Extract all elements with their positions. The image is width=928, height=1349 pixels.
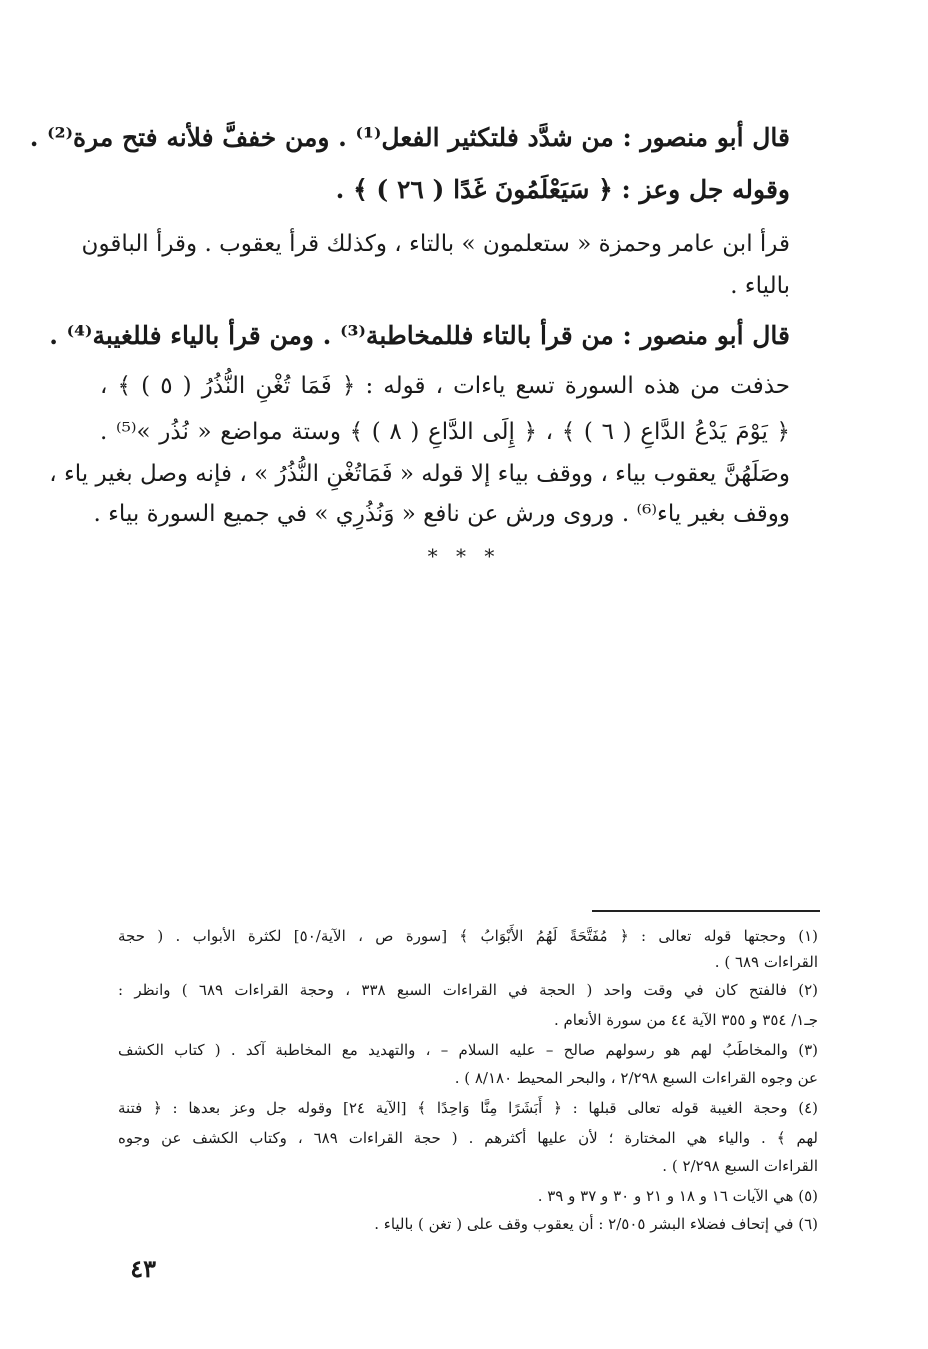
body-line-8: وصَلَهُنَّ يعقوب بياء ، ووقف بياء إلا قوله « فَمَاتُغْنِ النُّذُرُ » ، فإنه وصل بغير ياء ، [49, 461, 790, 487]
body-line-5: قال أبو منصور : من قرأ بالتاء فللمخاطبة⁽³⁾ . ومن قرأ بالياء فللغيبة⁽⁴⁾ . [49, 321, 790, 350]
footnote-line-3: (٢) فالفتح كان في وقت واحد ( الحجة في القراءات السبع ٣٣٨ ، وحجة القراءات ٦٨٩ ) وانظر : [118, 981, 818, 999]
footnote-line-10: (٥) هي الآيات ١٦ و ١٨ و ٢١ و ٣٠ و ٣٧ و ٣٩ . [537, 1187, 818, 1205]
body-line-6: حذفت من هذه السورة تسع ياءات ، قوله : ﴿ فَمَا تُغْنِ النُّذُرُ ( ٥ ) ﴾ ، [100, 373, 790, 399]
footnote-line-4: جـ١/ ٣٥٤ و ٣٥٥ الآية ٤٤ من سورة الأنعام . [553, 1011, 818, 1029]
footnote-line-11: (٦) في إتحاف فضلاء البشر ٢/٥٠٥ : أن يعقوب وقف على ( تغن ) بالياء . [374, 1215, 818, 1233]
body-line-3: قرأ ابن عامر وحمزة « ستعلمون » بالتاء ، وكذلك قرأ يعقوب . وقرأ الباقون [81, 231, 790, 257]
body-line-2: وقوله جل وعز : ﴿ سَيَعْلَمُونَ غَدًا ( ٢٦ ) ﴾ . [335, 175, 790, 204]
footnote-line-2: القراءات ٦٨٩ ) . [714, 953, 818, 971]
footnote-line-9: القراءات السبع ٢/٢٩٨ ) . [662, 1157, 818, 1175]
section-separator: * * * [427, 544, 501, 568]
footnote-line-1: (١) وحجتها قوله تعالى : ﴿ مُفَتَّحَةً لَهُمُ الأَبْوَابُ ﴾ [سورة ص ، الآية/٥٠] لكثرة الأبواب . ( حجة [118, 927, 818, 945]
footnote-line-5: (٣) والمخاطَبُ لهم هو رسولهم صالح – عليه السلام – ، والتهديد مع المخاطبة آكد . ( كتاب الكشف [118, 1041, 818, 1059]
footnote-line-8: لهم ﴾ . والياء هي المختارة ؛ لأن عليها أكثرهم . ( حجة القراءات ٦٨٩ ، وكتاب الكشف عن وجوه [118, 1129, 818, 1147]
footnote-divider [592, 910, 820, 912]
body-line-1: قال أبو منصور : من شدَّد فلتكثير الفعل⁽¹⁾ . ومن خففَّ فلأنه فتح مرة⁽²⁾ . [29, 123, 790, 152]
body-line-4: بالياء . [730, 273, 790, 299]
body-line-9: ووقف بغير ياء⁽⁶⁾ . وروى ورش عن نافع « وَنُذُرِي » في جميع السورة بياء . [93, 501, 790, 527]
page-number: ٤٣ [130, 1254, 156, 1283]
footnote-line-7: (٤) وحجة الغيبة قوله تعالى قبلها : ﴿ أَبَشَرًا مِنَّا وَاحِدًا ﴾ [الآية ٢٤] وقوله جل وعز بعدها : ﴿ فتنة [118, 1099, 818, 1117]
body-line-7: ﴿ يَوْمَ يَدْعُ الدَّاعِ ( ٦ ) ﴾ ، ﴿ إِلَى الدَّاعِ ( ٨ ) ﴾ وستة مواضع « نُذُر »⁽⁵⁾ . [100, 419, 791, 445]
footnote-line-6: عن وجوه القراءات السبع ٢/٢٩٨ ، والبحر المحيط ٨/١٨٠ ) . [454, 1069, 818, 1087]
